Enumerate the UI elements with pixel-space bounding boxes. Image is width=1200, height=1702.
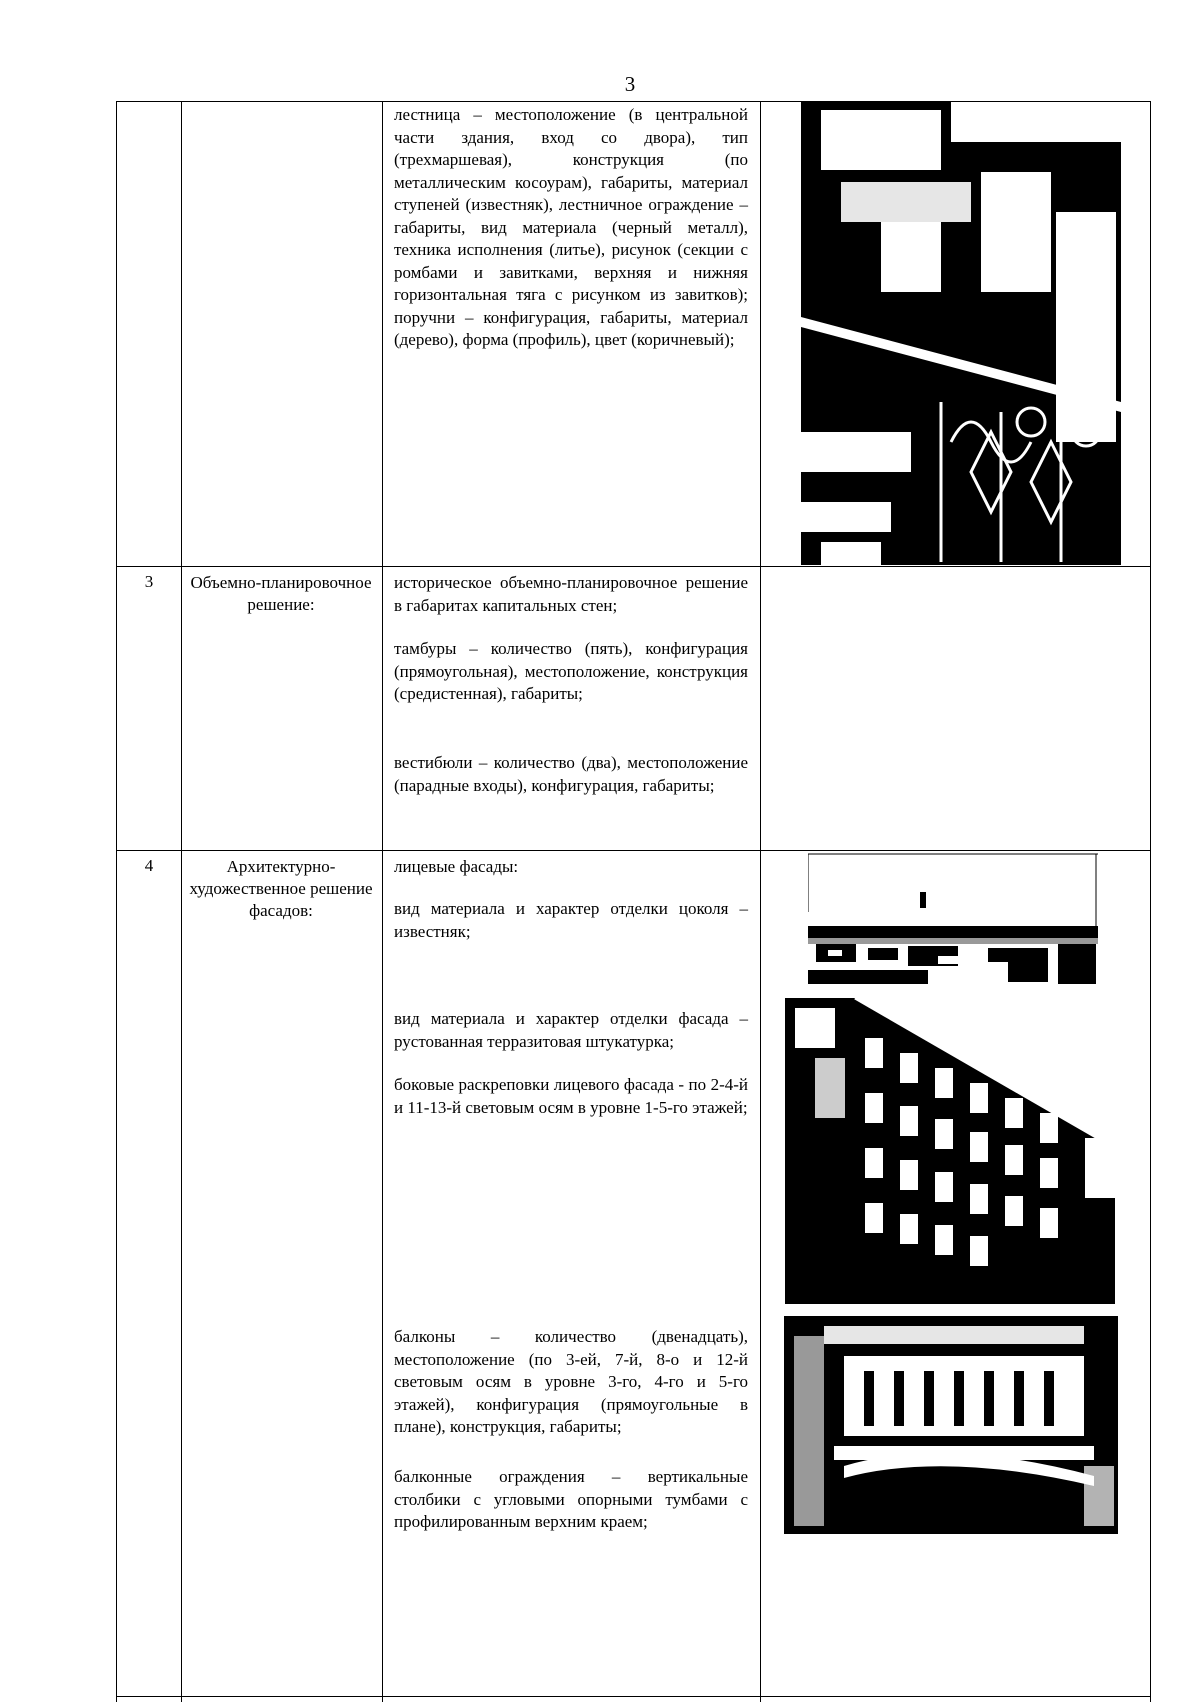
facades-balcony-railings: балконные ограждения – вертикальные столбики с угловыми опорными тумбами с профилированным верхним краем; bbox=[394, 1467, 748, 1531]
facades-balconies: балконы – количество (двенадцать), местоположение (по 3-ей, 7-й, 8-о и 12-й световым осям в уровне 3-го, 4-го и 5-го этажей), конфигурация (прямоугольные в плане), конструкция, габариты; bbox=[394, 1327, 748, 1436]
element-name-planning: Объемно-планировочное решение: bbox=[190, 573, 372, 614]
element-name-facades: Архитектурно-художественное решение фасадов: bbox=[189, 857, 373, 920]
facades-plinth: вид материала и характер отделки цоколя – известняк; bbox=[394, 899, 748, 941]
staircase-railing-photo bbox=[801, 102, 1121, 565]
planning-lobbies: вестибюли – количество (два), местоположение (парадные входы), конфигурация, габариты; bbox=[394, 753, 748, 795]
facades-heading: лицевые фасады: bbox=[394, 857, 519, 876]
row-number-4: 4 bbox=[144, 856, 154, 875]
planning-vestibules-tambours: тамбуры – количество (пять), конфигурация (прямоугольная), местоположение, конструкция (средистенная), габариты; bbox=[394, 639, 748, 703]
plinth-photo bbox=[808, 852, 1098, 986]
facade-photo bbox=[785, 998, 1115, 1304]
balcony-photo bbox=[784, 1316, 1118, 1534]
row-number-3: 3 bbox=[144, 572, 154, 591]
page-number: 3 bbox=[624, 72, 636, 96]
stair-description: лестница – местоположение (в центральной части здания, вход со двора), тип (трехмаршевая), конструкция (по металлическим косоурам), габариты, материал ступеней (известняк), лестничное ограждение – габариты, вид материала (черный металл), техника исполнения (литье), рисунок (секции с ромбами и завитками, верхняя и нижняя горизонтальная тяга с рисунком из завитков); поручни – конфигурация, габариты, материал (дерево), форма (профиль), цвет (коричневый); bbox=[394, 105, 748, 349]
facades-finish: вид материала и характер отделки фасада – рустованная терразитовая штукатурка; bbox=[394, 1009, 748, 1051]
facades-projections: боковые раскреповки лицевого фасада - по 2-4-й и 11-13-й световым осям в уровне 1-5-го этажей; bbox=[394, 1075, 748, 1117]
planning-historical: историческое объемно-планировочное решение в габаритах капитальных стен; bbox=[394, 573, 748, 615]
